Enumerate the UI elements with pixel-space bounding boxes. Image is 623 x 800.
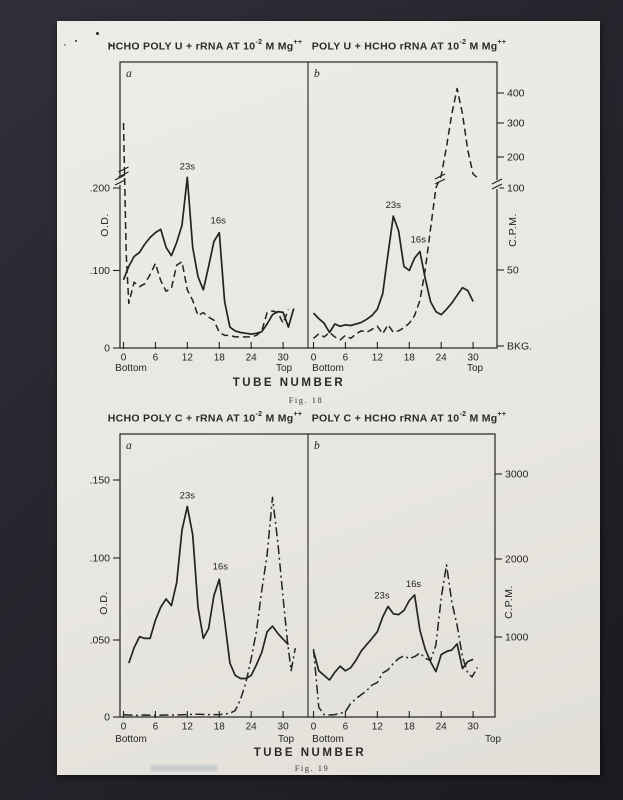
series-curve-dashed — [124, 123, 289, 337]
series-curve-dashdot — [314, 565, 478, 715]
fig19-panel-b-letter: b — [314, 440, 320, 452]
x-tick-label: 6 — [342, 352, 349, 364]
exponent: ++ — [293, 39, 303, 46]
series-curve-dashdot — [124, 497, 296, 715]
fig19-panel-b-bottom-label: Bottom — [312, 734, 344, 745]
peak-annotation: 23s — [179, 490, 196, 502]
peak-annotation: 23s — [385, 200, 401, 212]
series-curve-solid — [124, 177, 294, 334]
fig19-panel-b-title — [310, 412, 508, 425]
fig19-panel-b-top-label: Top — [484, 734, 502, 745]
peak-annotation: 16s — [410, 234, 426, 246]
x-tick-label: 30 — [467, 721, 479, 733]
peak-annotation: 16s — [210, 215, 226, 227]
fig18-panel-b-title — [310, 40, 508, 53]
exponent: ++ — [497, 411, 507, 418]
x-tick-label: 24 — [435, 352, 447, 364]
x-tick-label: 0 — [310, 721, 317, 733]
fig19-panel-a-letter: a — [126, 440, 132, 452]
fig18-panel-b-letter: b — [314, 68, 320, 80]
od-tick-label: 0 — [104, 342, 110, 355]
od-tick-label: 0 — [104, 711, 110, 724]
peak-annotation: 16s — [405, 578, 422, 590]
title-text: M Mg — [262, 40, 294, 53]
x-tick-label: 6 — [342, 721, 349, 733]
title-text: HCHO POLY C + rRNA AT 10 — [107, 412, 256, 425]
x-tick-label: 12 — [371, 721, 383, 733]
curve-break-slash — [435, 174, 445, 179]
x-tick-label: 24 — [245, 721, 257, 733]
cpm-tick-label: 50 — [507, 264, 519, 277]
x-tick-label: 24 — [245, 352, 257, 364]
fig19-panel-a-title — [106, 412, 304, 425]
fig19-cpm-axis-label: C.P.M. — [503, 585, 515, 619]
peak-annotation: 23s — [374, 590, 390, 602]
fig19-panel-a-bottom-label: Bottom — [115, 734, 147, 745]
curve-break-slash — [435, 179, 445, 184]
cpm-tick-label: 200 — [507, 151, 525, 164]
cpm-tick-label: 1000 — [505, 631, 529, 644]
series-curve-dashed — [314, 89, 479, 340]
x-tick-label: 30 — [277, 352, 289, 364]
fig18-panel-a-title — [106, 40, 304, 53]
fig18-panel-a-bottom-label: Bottom — [115, 363, 147, 374]
od-tick-label: .200 — [89, 182, 110, 195]
exponent: -2 — [459, 39, 467, 46]
x-tick-label: 6 — [152, 721, 159, 733]
x-tick-label: 0 — [120, 721, 127, 733]
title-text: M Mg — [262, 412, 294, 425]
x-tick-label: 18 — [403, 352, 415, 364]
exponent: ++ — [293, 411, 303, 418]
cpm-tick-label: BKG. — [507, 340, 533, 353]
title-text: HCHO POLY U + rRNA AT 10 — [107, 40, 256, 53]
x-tick-label: 18 — [403, 721, 415, 733]
x-tick-label: 24 — [435, 721, 447, 733]
series-curve-solid — [129, 507, 289, 679]
cpm-tick-label: 3000 — [505, 468, 529, 481]
x-tick-label: 0 — [310, 352, 317, 364]
exponent: ++ — [497, 39, 507, 46]
fig19-od-axis-label: O.D. — [98, 591, 110, 615]
exponent: -2 — [459, 411, 467, 418]
cpm-tick-label: 400 — [507, 87, 525, 100]
exponent: -2 — [255, 39, 263, 46]
fig18-panel-b-top-label: Top — [466, 363, 484, 374]
fig18-panel-a-letter: a — [126, 68, 132, 80]
x-tick-label: 12 — [371, 352, 383, 364]
peak-annotation: 16s — [212, 561, 228, 573]
fig18-panel-b-bottom-label: Bottom — [312, 363, 344, 374]
fig19-x-axis-title: TUBE NUMBER — [253, 747, 367, 759]
title-text: M Mg — [466, 40, 498, 53]
od-tick-label: .150 — [89, 474, 110, 487]
fig19-panel-a-top-label: Top — [277, 734, 295, 745]
series-curve-solid — [314, 216, 474, 332]
series-curve-solid — [314, 595, 474, 680]
fig18-cpm-axis-label: C.P.M. — [507, 213, 519, 247]
x-tick-label: 30 — [467, 352, 479, 364]
fig18-x-axis-title: TUBE NUMBER — [232, 377, 346, 389]
fig18-od-axis-label: O.D. — [99, 213, 111, 237]
cpm-tick-label: 300 — [507, 117, 525, 130]
x-tick-label: 12 — [181, 721, 193, 733]
title-text: POLY C + HCHO rRNA AT 10 — [311, 412, 460, 425]
exponent: -2 — [255, 411, 263, 418]
od-tick-label: .100 — [89, 552, 110, 565]
cpm-tick-label: 2000 — [505, 553, 529, 566]
fig18-panel-a-top-label: Top — [275, 363, 293, 374]
od-tick-label: .050 — [89, 634, 110, 647]
od-tick-label: .100 — [89, 265, 110, 277]
fig19-caption: Fig. 19 — [294, 763, 330, 773]
title-text: M Mg — [466, 412, 498, 425]
x-tick-label: 18 — [213, 352, 225, 364]
peak-annotation: 23s — [179, 161, 196, 173]
x-tick-label: 0 — [120, 352, 127, 364]
fig18-caption: Fig. 18 — [288, 395, 324, 405]
cpm-tick-label: 100 — [507, 182, 525, 195]
x-tick-label: 12 — [181, 352, 193, 364]
x-tick-label: 30 — [277, 721, 289, 733]
title-text: POLY U + HCHO rRNA AT 10 — [311, 40, 460, 53]
x-tick-label: 18 — [213, 721, 225, 733]
x-tick-label: 6 — [152, 352, 159, 364]
